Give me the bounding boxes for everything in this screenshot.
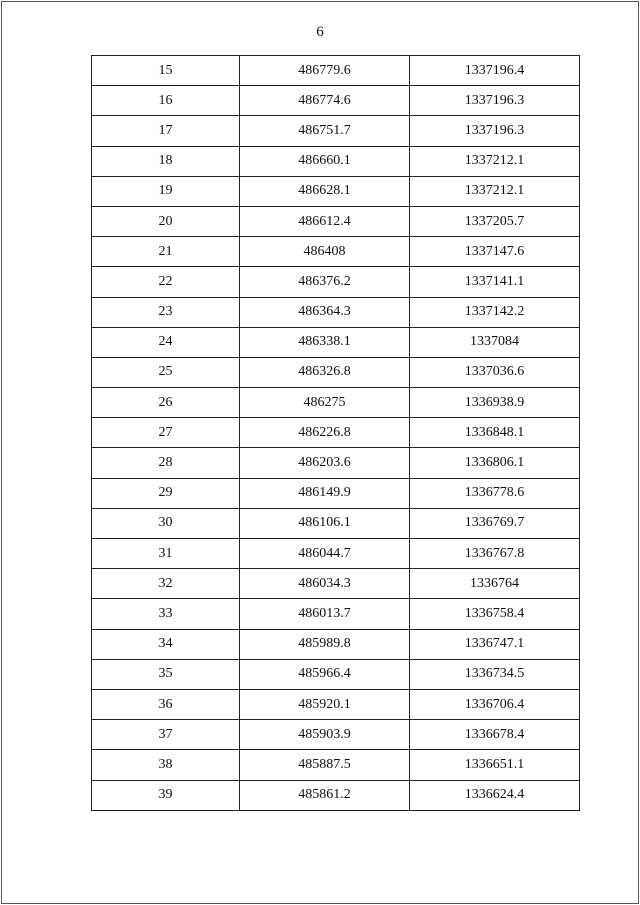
table-body [92,56,580,811]
point-number-cell: 23 [92,297,240,327]
x-coordinate-cell: 486628.1 [240,176,410,206]
x-coordinate-cell: 486203.6 [240,448,410,478]
y-coordinate-cell: 1336651.1 [410,750,580,780]
point-number-cell: 18 [92,146,240,176]
y-coordinate-cell: 1336734.5 [410,659,580,689]
table-row [92,720,580,750]
table-row [92,146,580,176]
y-coordinate-cell: 1337147.6 [410,237,580,267]
y-coordinate-cell: 1337142.2 [410,297,580,327]
x-coordinate-cell: 486013.7 [240,599,410,629]
x-coordinate-cell: 486149.9 [240,478,410,508]
x-coordinate-cell: 486774.6 [240,86,410,116]
x-coordinate-cell: 486044.7 [240,539,410,569]
x-coordinate-cell: 486408 [240,237,410,267]
y-coordinate-cell: 1337036.6 [410,357,580,387]
point-number-cell: 33 [92,599,240,629]
y-coordinate-cell: 1336624.4 [410,780,580,810]
y-coordinate-cell: 1336764 [410,569,580,599]
table-row [92,297,580,327]
y-coordinate-cell: 1337141.1 [410,267,580,297]
y-coordinate-cell: 1336938.9 [410,388,580,418]
point-number-cell: 39 [92,780,240,810]
x-coordinate-cell: 485989.8 [240,629,410,659]
y-coordinate-cell: 1337196.3 [410,116,580,146]
point-number-cell: 38 [92,750,240,780]
point-number-cell: 34 [92,629,240,659]
table-row [92,176,580,206]
x-coordinate-cell: 486034.3 [240,569,410,599]
point-number-cell: 19 [92,176,240,206]
point-number-cell: 37 [92,720,240,750]
point-number-cell: 31 [92,539,240,569]
coordinate-table [91,55,580,811]
table-row [92,750,580,780]
x-coordinate-cell: 486376.2 [240,267,410,297]
point-number-cell: 28 [92,448,240,478]
table-row [92,539,580,569]
table-row [92,478,580,508]
table-row [92,508,580,538]
table-row [92,56,580,86]
table-row [92,448,580,478]
table-row [92,780,580,810]
table-row [92,267,580,297]
x-coordinate-cell: 486660.1 [240,146,410,176]
x-coordinate-cell: 485903.9 [240,720,410,750]
y-coordinate-cell: 1336769.7 [410,508,580,538]
x-coordinate-cell: 485887.5 [240,750,410,780]
y-coordinate-cell: 1337196.3 [410,86,580,116]
y-coordinate-cell: 1336767.8 [410,539,580,569]
point-number-cell: 32 [92,569,240,599]
y-coordinate-cell: 1336706.4 [410,689,580,719]
table-row [92,206,580,236]
x-coordinate-cell: 486326.8 [240,357,410,387]
x-coordinate-cell: 485861.2 [240,780,410,810]
page-number: 6 [316,24,324,40]
point-number-cell: 24 [92,327,240,357]
point-number-cell: 27 [92,418,240,448]
table-row [92,86,580,116]
x-coordinate-cell: 486275 [240,388,410,418]
table-row [92,388,580,418]
point-number-cell: 35 [92,659,240,689]
y-coordinate-cell: 1336678.4 [410,720,580,750]
point-number-cell: 15 [92,56,240,86]
y-coordinate-cell: 1337196.4 [410,56,580,86]
table-row [92,357,580,387]
x-coordinate-cell: 486751.7 [240,116,410,146]
table-row [92,327,580,357]
table-row [92,629,580,659]
point-number-cell: 30 [92,508,240,538]
x-coordinate-cell: 486226.8 [240,418,410,448]
table-row [92,418,580,448]
point-number-cell: 36 [92,689,240,719]
x-coordinate-cell: 486106.1 [240,508,410,538]
y-coordinate-cell: 1336848.1 [410,418,580,448]
x-coordinate-cell: 485920.1 [240,689,410,719]
table-row [92,116,580,146]
y-coordinate-cell: 1337205.7 [410,206,580,236]
x-coordinate-cell: 486338.1 [240,327,410,357]
y-coordinate-cell: 1337212.1 [410,176,580,206]
table-row [92,659,580,689]
point-number-cell: 20 [92,206,240,236]
table-row [92,689,580,719]
y-coordinate-cell: 1336778.6 [410,478,580,508]
y-coordinate-cell: 1337212.1 [410,146,580,176]
point-number-cell: 22 [92,267,240,297]
point-number-cell: 16 [92,86,240,116]
x-coordinate-cell: 485966.4 [240,659,410,689]
point-number-cell: 25 [92,357,240,387]
table-row [92,237,580,267]
y-coordinate-cell: 1336747.1 [410,629,580,659]
y-coordinate-cell: 1336806.1 [410,448,580,478]
x-coordinate-cell: 486612.4 [240,206,410,236]
x-coordinate-cell: 486364.3 [240,297,410,327]
point-number-cell: 26 [92,388,240,418]
point-number-cell: 21 [92,237,240,267]
y-coordinate-cell: 1336758.4 [410,599,580,629]
point-number-cell: 17 [92,116,240,146]
x-coordinate-cell: 486779.6 [240,56,410,86]
y-coordinate-cell: 1337084 [410,327,580,357]
point-number-cell: 29 [92,478,240,508]
table-row [92,569,580,599]
table-row [92,599,580,629]
